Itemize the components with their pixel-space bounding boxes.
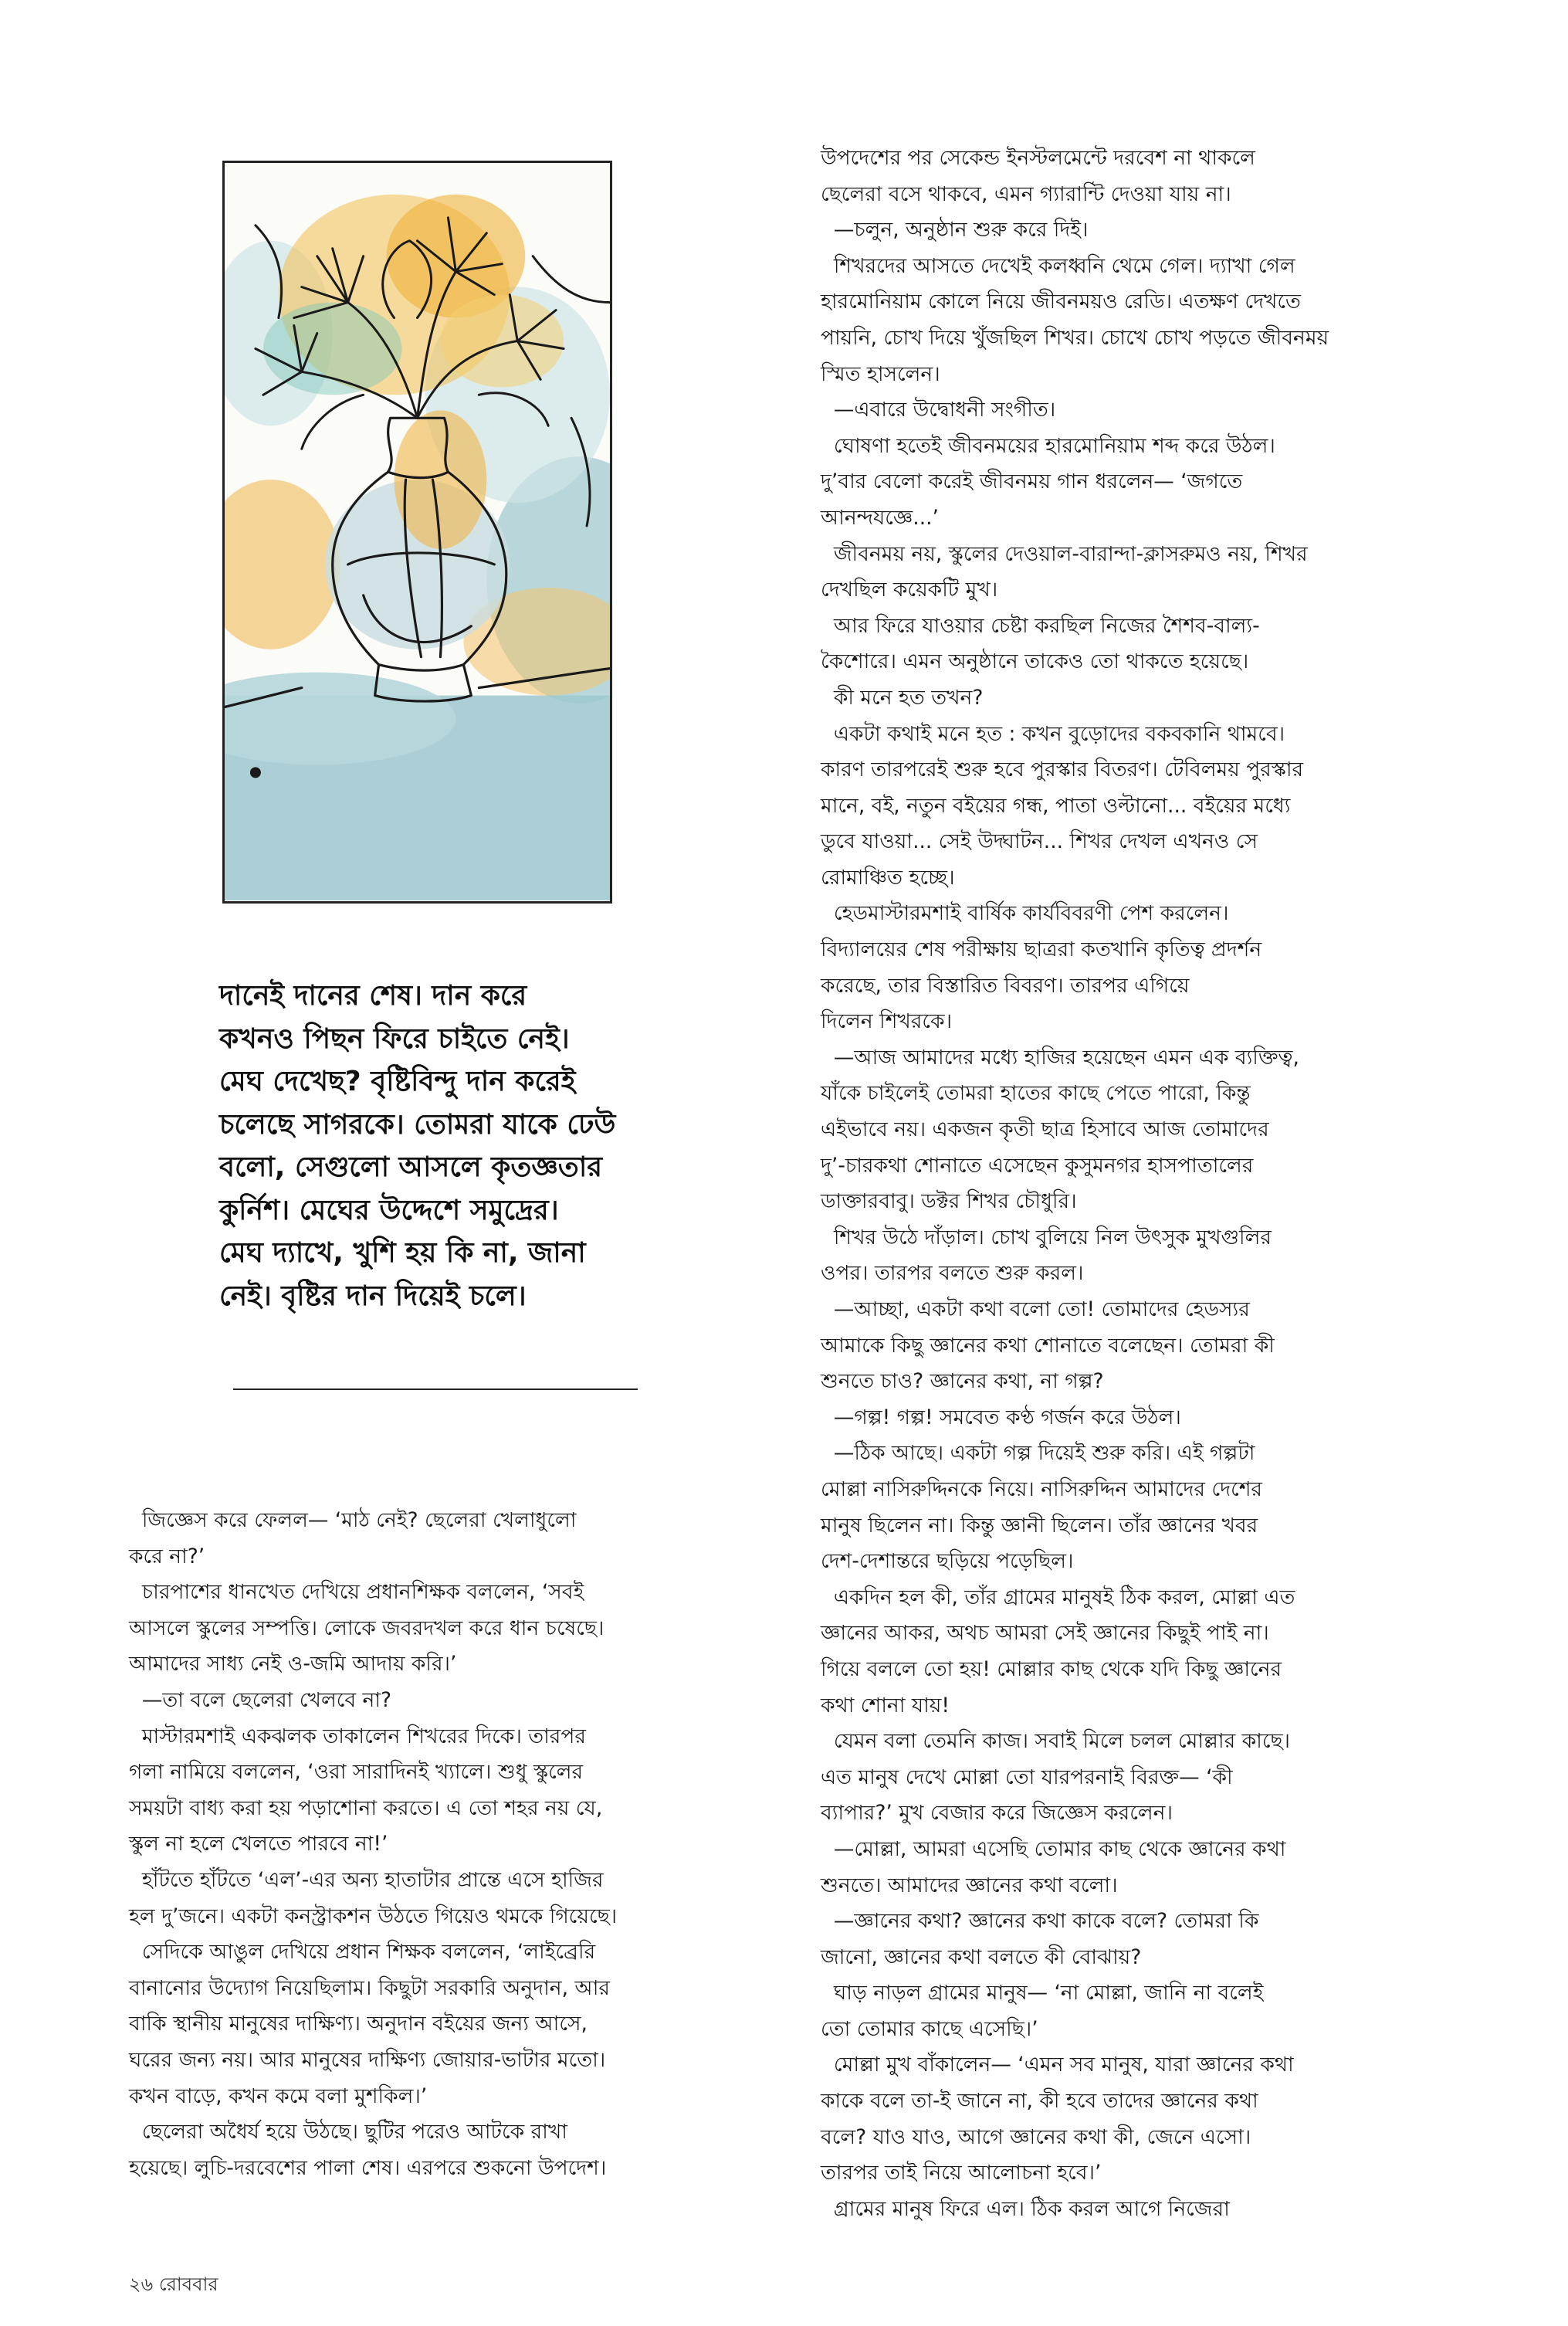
text-line: —গল্প! গল্প! সমবেত কণ্ঠ গর্জন করে উঠল। <box>821 1405 1181 1429</box>
text-line: ঘাড় নাড়ল গ্রামের মানুষ— ‘না মোল্লা, জানি না বলেই <box>821 1981 1264 2006</box>
text-line: হেডমাস্টারমশাই বার্ষিক কার্যবিবরণী পেশ করলেন। <box>821 901 1229 926</box>
text-line: ডাক্তারবাবু। ডক্টর শিখর চৌধুরি। <box>821 1189 1077 1214</box>
text-line: কাকে বলে তা-ই জানে না, কী হবে তাদের জ্ঞানের কথা <box>821 2089 1258 2114</box>
body-text-left-column <box>129 1503 770 2186</box>
text-line: গলা নামিয়ে বললেন, ‘ওরা সারাদিনই খ্যালে। শুধু স্কুলের <box>129 1760 584 1785</box>
pull-quote <box>219 975 675 1317</box>
vase-illustration-svg <box>225 163 610 901</box>
text-line: একটা কথাই মনে হত : কখন বুড়োদের বকবকানি থামবে। <box>821 721 1285 746</box>
pull-quote-line: কখনও পিছন ফিরে চাইতে নেই। <box>219 1022 570 1055</box>
text-line: —জ্ঞানের কথা? জ্ঞানের কথা কাকে বলে? তোমরা কি <box>821 1909 1259 1934</box>
pull-quote-line: বলো, সেগুলো আসলে কৃতজ্ঞতার <box>219 1151 603 1183</box>
pull-quote-line: মেঘ দ্যাখে, খুশি হয় কি না, জানা <box>219 1237 586 1269</box>
text-line: ব্যাপার?’ মুখ বেজার করে জিজ্ঞেস করলেন। <box>821 1801 1173 1826</box>
text-line: হয়েছে। লুচি-দরবেশের পালা শেষ। এরপরে শুকনো উপদেশ। <box>129 2155 607 2180</box>
text-line: সেদিকে আঙুল দেখিয়ে প্রধান শিক্ষক বললেন, ‘লাইব্রেরি <box>129 1940 596 1965</box>
text-line: —এবারে উদ্বোধনী সংগীত। <box>821 398 1056 422</box>
text-line: সময়টা বাধ্য করা হয় পড়াশোনা করতে। এ তো শহর নয় যে, <box>129 1795 603 1820</box>
text-line: —আজ আমাদের মধ্যে হাজির হয়েছেন এমন এক ব্যক্তিত্ব, <box>821 1045 1299 1070</box>
text-line: জানো, জ্ঞানের কথা বলতে কী বোঝায়? <box>821 1945 1142 1969</box>
text-line: জ্ঞানের আকর, অথচ আমরা সেই জ্ঞানের কিছুই পাই না। <box>821 1621 1269 1646</box>
text-line: শিখরদের আসতে দেখেই কলধ্বনি থেমে গেল। দ্যাখা গেল <box>821 253 1295 278</box>
page-footer-label: ২৬ রোববার <box>129 2273 218 2295</box>
text-line: দু’বার বেলো করেই জীবনময় গান ধরলেন— ‘জগতে <box>821 470 1243 494</box>
text-line: এইভাবে নয়। একজন কৃতী ছাত্র হিসাবে আজ তোমাদের <box>821 1117 1269 1142</box>
text-line: আনন্দযজ্ঞে...’ <box>821 505 939 530</box>
text-line: আমাদের সাধ্য নেই ও-জমি আদায় করি।’ <box>129 1652 457 1677</box>
text-line: যেমন বলা তেমনি কাজ। সবাই মিলে চলল মোল্লার কাছে। <box>821 1729 1290 1754</box>
text-line: করেছে, তার বিস্তারিত বিবরণ। তারপর এগিয়ে <box>821 973 1190 998</box>
text-line: চারপাশের ধানখেত দেখিয়ে প্রধানশিক্ষক বললেন, ‘সবই <box>129 1580 584 1605</box>
pull-quote-line: মেঘ দেখেছ? বৃষ্টিবিন্দু দান করেই <box>219 1066 576 1097</box>
text-line: বানানোর উদ্যোগ নিয়েছিলাম। কিছুটা সরকারি অনুদান, আর <box>129 1975 610 2000</box>
text-line: ঘরের জন্য নয়। আর মানুষের দাক্ষিণ্য জোয়ার-ভাটার মতো। <box>129 2047 606 2072</box>
text-line: —চলুন, অনুষ্ঠান শুরু করে দিই। <box>821 218 1089 242</box>
text-line: দিলেন শিখরকে। <box>821 1009 953 1034</box>
text-line: বিদ্যালয়ের শেষ পরীক্ষায় ছাত্ররা কতখানি কৃতিত্ব প্রদর্শন <box>821 938 1262 962</box>
text-line: উপদেশের পর সেকেন্ড ইনস্টলমেন্টে দরবেশ না থাকলে <box>821 146 1255 170</box>
pull-quote-line: কুর্নিশ। মেঘের উদ্দেশে সমুদ্রের। <box>219 1194 559 1226</box>
text-line: —ঠিক আছে। একটা গল্প দিয়েই শুরু করি। এই গল্পটা <box>821 1441 1255 1466</box>
text-line: আসলে স্কুলের সম্পত্তি। লোকে জবরদখল করে ধান চষেছে। <box>129 1616 605 1640</box>
text-line: তারপর তাই নিয়ে আলোচনা হবে।’ <box>821 2161 1102 2185</box>
pull-quote-divider <box>233 1388 638 1390</box>
text-line: বাকি স্থানীয় মানুষের দাক্ষিণ্য। অনুদান বইয়ের জন্য আসে, <box>129 2012 588 2036</box>
text-line: কখন বাড়ে, কখন কমে বলা মুশকিল।’ <box>129 2084 428 2108</box>
pull-quote-line: চলেছে সাগরকে। তোমরা যাকে ঢেউ <box>219 1108 616 1141</box>
text-line: মাস্টারমশাই একঝলক তাকালেন শিখরের দিকে। তারপর <box>129 1724 586 1748</box>
text-line: কারণ তারপরেই শুরু হবে পুরস্কার বিতরণ। টেবিলময় পুরস্কার <box>821 758 1304 782</box>
text-line: মোল্লা মুখ বাঁকালেন— ‘এমন সব মানুষ, যারা জ্ঞানের কথা <box>821 2053 1294 2077</box>
text-line: পায়নি, চোখ দিয়ে খুঁজছিল শিখর। চোখে চোখ পড়তে জীবনময় <box>821 325 1329 350</box>
text-line: আমাকে কিছু জ্ঞানের কথা শোনাতে বলেছেন। তোমরা কী <box>821 1333 1275 1358</box>
illustration-vase-flowers <box>222 161 612 904</box>
text-line: ওপর। তারপর বলতে শুরু করল। <box>821 1261 1084 1286</box>
text-line: হল দু’জনে। একটা কনস্ট্রাকশন উঠতে গিয়েও থমকে গিয়েছে। <box>129 1904 618 1928</box>
text-line: জিজ্ঞেস করে ফেলল— ‘মাঠ নেই? ছেলেরা খেলাধুলো <box>129 1508 577 1532</box>
text-line: শুনতে চাও? জ্ঞানের কথা, না গল্প? <box>821 1369 1104 1394</box>
text-line: রোমাঞ্চিত হচ্ছে। <box>821 865 955 890</box>
text-line: —মোল্লা, আমরা এসেছি তোমার কাছ থেকে জ্ঞানের কথা <box>821 1836 1286 1861</box>
text-line: গিয়ে বললে তো হয়! মোল্লার কাছ থেকে যদি কিছু জ্ঞানের <box>821 1656 1282 1681</box>
text-line: —তা বলে ছেলেরা খেলবে না? <box>129 1687 392 1712</box>
text-line: গ্রামের মানুষ ফিরে এল। ঠিক করল আগে নিজেরা <box>821 2196 1230 2221</box>
text-line: মানে, বই, নতুন বইয়ের গন্ধ, পাতা ওল্টানো... বইয়ের মধ্যে <box>821 793 1291 818</box>
text-line: তো তোমার কাছে এসেছি।’ <box>821 2016 1038 2041</box>
text-line: ডুবে যাওয়া... সেই উদ্ঘাটন... শিখর দেখল এখনও সে <box>821 829 1258 854</box>
text-line: হাঁটতে হাঁটতে ‘এল’-এর অন্য হাতাটার প্রান্তে এসে হাজির <box>129 1867 604 1892</box>
text-line: শুনতে। আমাদের জ্ঞানের কথা বলো। <box>821 1873 1118 1897</box>
pull-quote-line: নেই। বৃষ্টির দান দিয়েই চলে। <box>219 1280 527 1312</box>
body-text-right-column <box>821 141 1454 2227</box>
text-line: একদিন হল কী, তাঁর গ্রামের মানুষই ঠিক করল, মোল্লা এত <box>821 1585 1295 1609</box>
text-line: মানুষ ছিলেন না। কিন্তু জ্ঞানী ছিলেন। তাঁর জ্ঞানের খবর <box>821 1513 1258 1538</box>
text-line: দেখছিল কয়েকটি মুখ। <box>821 578 998 602</box>
text-line: এত মানুষ দেখে মোল্লা তো যারপরনাই বিরক্ত— ‘কী <box>821 1765 1233 1789</box>
text-line: কৈশোরে। এমন অনুষ্ঠানে তাকেও তো থাকতে হয়েছে। <box>821 649 1249 674</box>
text-line: শিখর উঠে দাঁড়াল। চোখ বুলিয়ে নিল উৎসুক মুখগুলির <box>821 1225 1272 1249</box>
text-line: ছেলেরা বসে থাকবে, এমন গ্যারান্টি দেওয়া যায় না। <box>821 181 1231 206</box>
text-line: করে না?’ <box>129 1544 205 1568</box>
text-line: কী মনে হত তখন? <box>821 685 984 710</box>
text-line: স্মিত হাসলেন। <box>821 361 940 386</box>
text-line: ঘোষণা হতেই জীবনময়ের হারমোনিয়াম শব্দ করে উঠল। <box>821 433 1275 458</box>
text-line: জীবনময় নয়, স্কুলের দেওয়াল-বারান্দা-ক্লাসরুমও নয়, শিখর <box>821 541 1308 566</box>
pull-quote-line: দানেই দানের শেষ। দান করে <box>219 980 527 1012</box>
text-line: আর ফিরে যাওয়ার চেষ্টা করছিল নিজের শৈশব-বাল্য- <box>821 613 1260 638</box>
text-line: স্কুল না হলে খেলতে পারবে না!’ <box>129 1832 388 1856</box>
text-line: দেশ-দেশান্তরে ছড়িয়ে পড়েছিল। <box>821 1549 1074 1574</box>
text-line: কথা শোনা যায়! <box>821 1693 950 1717</box>
text-line: দু’-চারকথা শোনাতে এসেছেন কুসুমনগর হাসপাতালের <box>821 1153 1254 1178</box>
text-line: যাঁকে চাইলেই তোমরা হাতের কাছে পেতে পারো, কিন্তু <box>821 1081 1251 1106</box>
text-line: বলে? যাও যাও, আগে জ্ঞানের কথা কী, জেনে এসো। <box>821 2124 1251 2149</box>
text-line: —আচ্ছা, একটা কথা বলো তো! তোমাদের হেডস্যর <box>821 1297 1250 1321</box>
text-line: মোল্লা নাসিরুদ্দিনকে নিয়ে। নাসিরুদ্দিন আমাদের দেশের <box>821 1477 1263 1501</box>
text-line: হারমোনিয়াম কোলে নিয়ে জীবনময়ও রেডি। এতক্ষণ দেখতে <box>821 290 1301 314</box>
text-line: ছেলেরা অধৈর্য হয়ে উঠছে। ছুটির পরেও আটকে রাখা <box>129 2120 567 2145</box>
